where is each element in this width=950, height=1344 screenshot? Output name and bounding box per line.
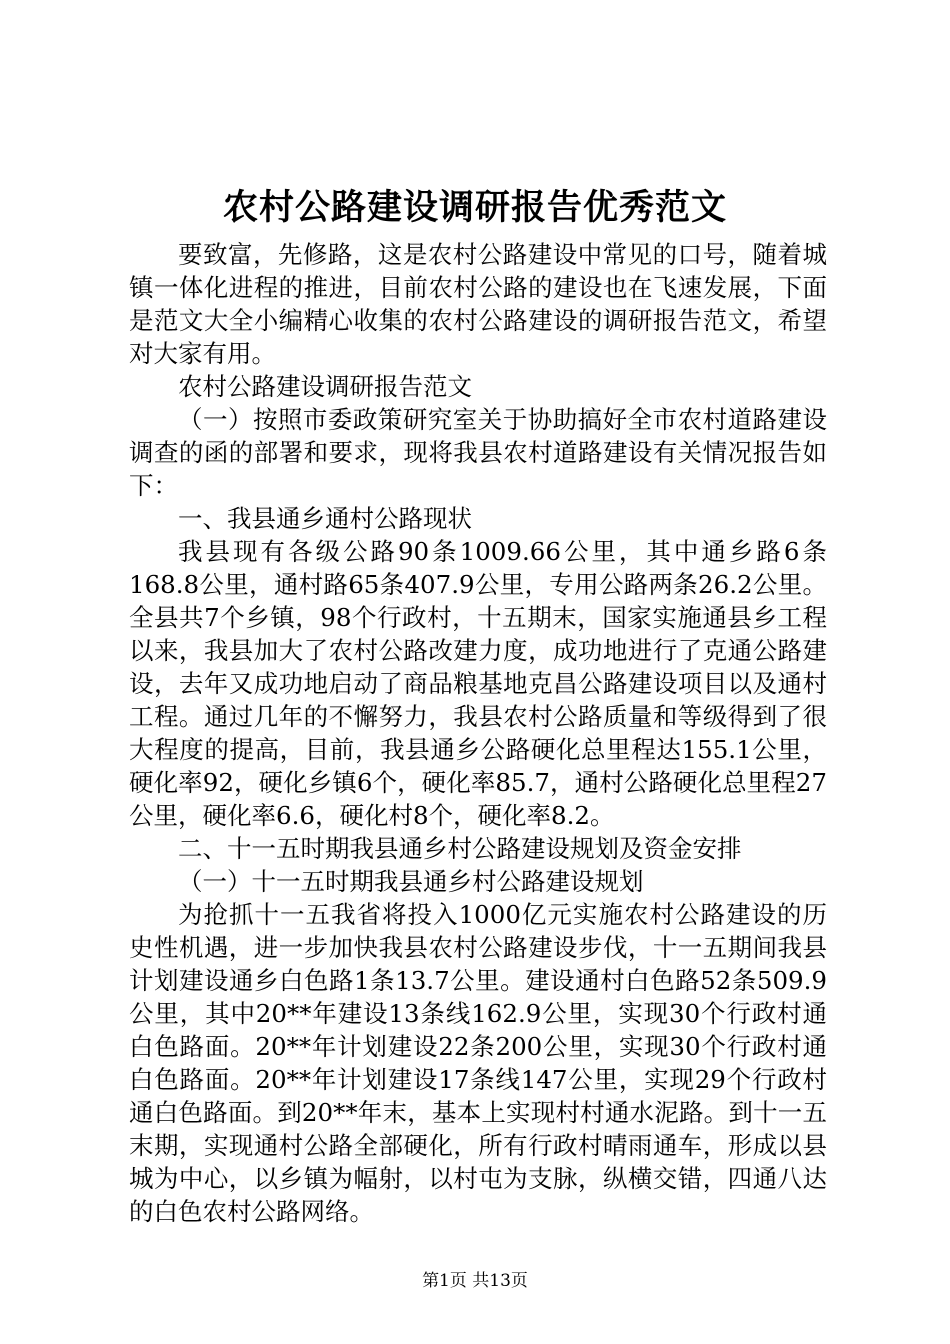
- section-heading-plan: 二、十一五时期我县通乡村公路建设规划及资金安排: [178, 834, 742, 863]
- paragraph-plan: 为抢抓十一五我省将投入1000亿元实施农村公路建设的历史性机遇，进一步加快我县农村公路建设步伐，十一五期间我县计划建设通乡白色路1条13.7公里。建设通村白色路52条509.9公里，其中20**年建设13条线162.9公里，实现30个行政村通白色路面。20**年计划建设22条200公里，实现30个行政村通白色路面。20**年计划建设17条线147公里，实现29个行政村通白色路面。到20**年末，基本上实现村村通水泥路。到十一五末期，实现通村公路全部硬化，所有行政村晴雨通车，形成以县城为中心，以乡镇为幅射，以村屯为支脉，纵横交错，四通八达的白色农村公路网络。: [129, 900, 827, 1226]
- document-body: [129, 238, 827, 1228]
- subsection-heading-plan: （一）十一五时期我县通乡村公路建设规划: [178, 867, 644, 896]
- paragraph-intro: 要致富，先修路，这是农村公路建设中常见的口号，随着城镇一体化进程的推进，目前农村公路的建设也在飞速发展，下面是范文大全小编精心收集的农村公路建设的调研报告范文，希望对大家有用。: [129, 240, 827, 368]
- section-heading-report: 农村公路建设调研报告范文: [178, 372, 472, 401]
- paragraph-status: 我县现有各级公路90条1009.66公里，其中通乡路6条168.8公里，通村路65条407.9公里，专用公路两条26.2公里。全县共7个乡镇，98个行政村，十五期末，国家实施通县乡工程以来，我县加大了农村公路改建力度，成功地进行了克通公路建设，去年又成功地启动了商品粮基地克昌公路建设项目以及通村工程。通过几年的不懈努力，我县农村公路质量和等级得到了很大程度的提高，目前，我县通乡公路硬化总里程达155.1公里，硬化率92，硬化乡镇6个，硬化率85.7，通村公路硬化总里程27公里，硬化率6.6，硬化村8个，硬化率8.2。: [129, 537, 827, 830]
- paragraph-preface: （一）按照市委政策研究室关于协助搞好全市农村道路建设调查的函的部署和要求，现将我县农村道路建设有关情况报告如下：: [129, 405, 827, 500]
- document-title: 农村公路建设调研报告优秀范文: [222, 187, 727, 228]
- page-footer: 第1页 共13页: [422, 1271, 528, 1291]
- section-heading-status: 一、我县通乡通村公路现状: [178, 504, 472, 533]
